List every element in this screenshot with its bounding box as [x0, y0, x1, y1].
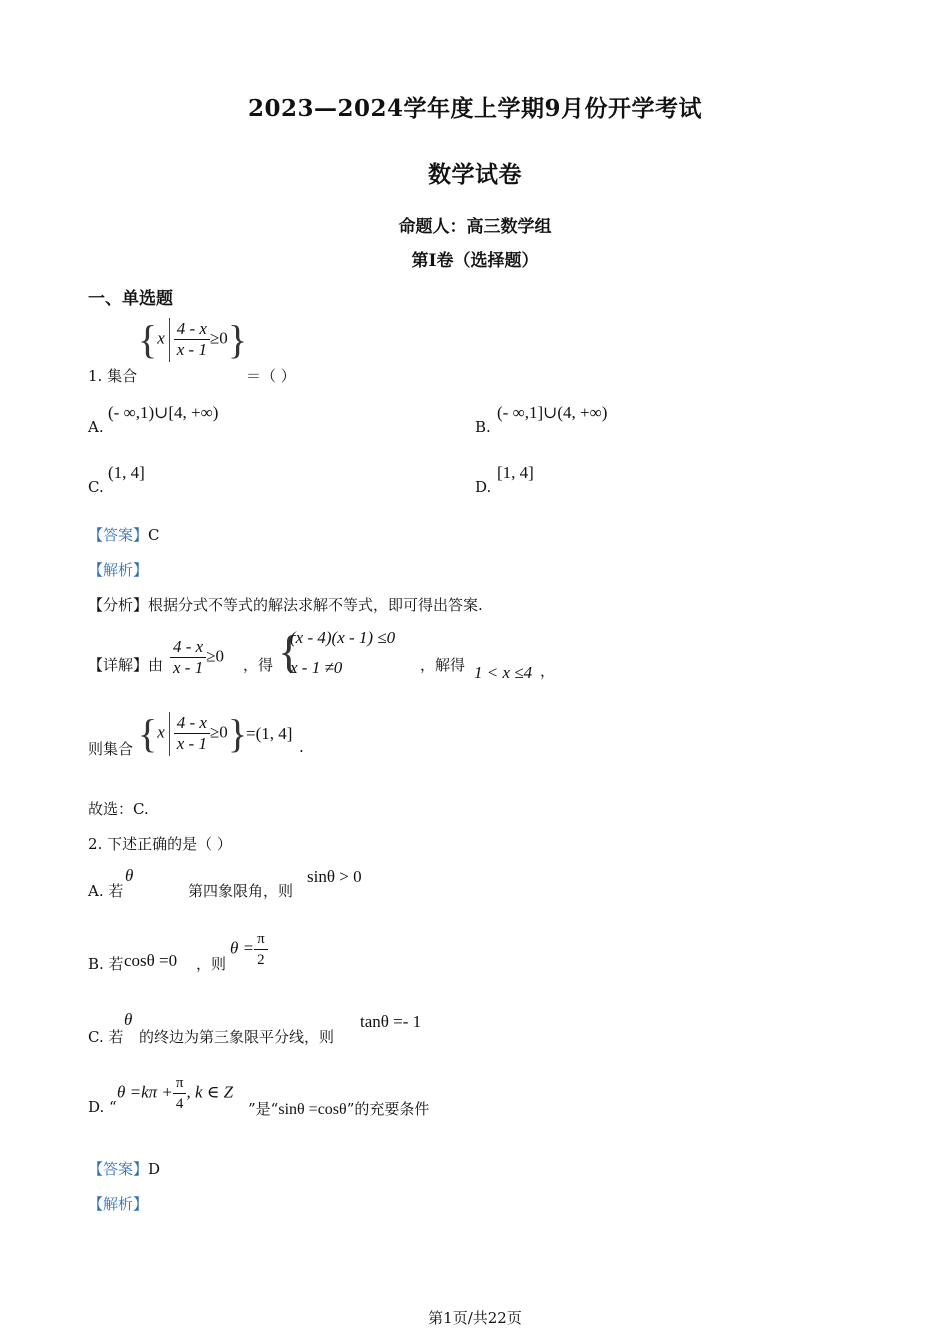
q1-option-b-letter: B. — [475, 418, 491, 436]
q1-option-a-letter: A. — [88, 418, 104, 436]
q2-stem: 2. 下述正确的是（ ） — [88, 835, 232, 853]
q1-frac-den: x - 1 — [176, 340, 207, 359]
q1-system: { — [278, 626, 301, 677]
q2-option-d-den: 4 — [175, 1096, 184, 1112]
q1-stem-suffix: ＝（ ） — [246, 367, 296, 385]
q1-option-b-expr: (- ∞,1]∪(4, +∞) — [497, 403, 608, 422]
q1-option-d-expr: [1, 4] — [497, 463, 534, 482]
q2-option-d-pre: D. “ — [88, 1098, 117, 1116]
q2-option-d-theta: θ =kπ + $\frac{\pi}{4}$ , k ∈ Z — [117, 1075, 234, 1112]
q1-system-line2: x - 1 ≠0 — [290, 658, 343, 677]
q2-answer-label: 【答案】 — [88, 1160, 149, 1178]
q1-then-end: . — [299, 738, 304, 756]
q2-option-b-mid: ，则 — [196, 955, 227, 973]
q1-answer-line — [88, 524, 160, 545]
q1-stem-prefix: 1. 集合 — [88, 367, 138, 385]
q2-option-b-den: 2 — [257, 952, 265, 968]
q1-set-expression: {x $\frac{4 - x}{x - 1}$ ≥0} — [138, 317, 248, 362]
q1-detail-de: ，得 — [243, 656, 274, 674]
q1-fenxi-text: 根据分式不等式的解法求解不等式，即可得出答案. — [148, 596, 483, 614]
q2-option-a-mid: 第四象限角，则 — [188, 882, 294, 900]
q1-ineq: ≥0 — [209, 328, 228, 348]
q1-analysis-label: 【解析】 — [88, 561, 149, 579]
q1-detail-jiede: ，解得 — [420, 656, 466, 674]
q1-fenxi-line — [88, 594, 483, 615]
q1-option-a-expr: (- ∞,1)∪[4, +∞) — [108, 403, 219, 422]
q1-detail-frac-den: x - 1 — [173, 658, 204, 677]
exam-title: 2023—2024学年度上学期9月份开学考试 — [247, 95, 703, 122]
q1-then-set: {x $\frac{4 - x}{x - 1}$ ≥0} — [138, 711, 248, 756]
volume-line: 第Ⅰ卷（选择题） — [411, 251, 539, 271]
q2-option-b-expr: cosθ =0 — [124, 951, 178, 970]
q1-detail-result: 1 < x ≤4 — [474, 663, 533, 682]
author-line: 命题人：高三数学组 — [398, 217, 552, 237]
q1-conclusion: 故选：C. — [88, 800, 149, 818]
q1-then-label: 则集合 — [88, 740, 134, 758]
q2-option-c-pre: C. 若 — [88, 1028, 124, 1046]
q2-answer-line — [88, 1158, 160, 1179]
q2-option-b-pre: B. 若 — [88, 955, 124, 973]
q2-answer-value: D — [148, 1160, 161, 1178]
q1-detail-frac-num: 4 - x — [170, 637, 206, 658]
q1-detail-label: 【详解】由 — [88, 656, 164, 674]
q2-option-d-num: π — [173, 1073, 187, 1094]
q1-set-var: x — [157, 328, 165, 348]
q1-detail-end: ， — [540, 662, 556, 680]
q2-analysis-label: 【解析】 — [88, 1195, 149, 1213]
q1-fenxi-label: 【分析】 — [88, 596, 149, 614]
q2-option-c-mid: 的终边为第三象限平分线，则 — [139, 1028, 335, 1046]
q1-option-c-letter: C. — [88, 478, 104, 496]
subject-title: 数学试卷 — [428, 161, 522, 188]
q2-option-d-expr: sinθ =cosθ — [278, 1101, 347, 1118]
q1-system-line1: (x - 4)(x - 1) ≤0 — [290, 628, 396, 647]
page-number: 第1页/共22页 — [428, 1309, 522, 1327]
q1-answer-label: 【答案】 — [88, 526, 149, 544]
q2-option-c-expr: tanθ =- 1 — [360, 1012, 422, 1031]
q2-option-a-expr: sinθ > 0 — [307, 867, 362, 886]
q2-option-a-theta: θ — [125, 866, 134, 885]
q1-set-bar — [169, 318, 170, 362]
q1-option-c-expr: (1, 4] — [108, 463, 145, 482]
q2-option-b-num: π — [254, 929, 268, 950]
q1-frac-num: 4 - x — [174, 319, 210, 340]
q1-option-d-letter: D. — [475, 478, 492, 496]
q2-option-a-pre: A. 若 — [88, 882, 124, 900]
q1-detail-ineq: ≥0 — [206, 646, 225, 666]
section-heading: 一、单选题 — [88, 289, 173, 309]
q2-option-d-mid: ”是“sinθ =cosθ”的充要条件 — [248, 1100, 430, 1118]
q2-option-b-theta: θ = $\frac{\pi}{2}$ — [230, 929, 268, 970]
q2-option-c-theta: θ — [124, 1010, 133, 1029]
q1-answer-value: C — [148, 526, 160, 544]
q1-fraction — [174, 319, 210, 360]
q1-then-result: =(1, 4] — [246, 724, 293, 743]
q1-detail-fraction — [170, 637, 224, 678]
